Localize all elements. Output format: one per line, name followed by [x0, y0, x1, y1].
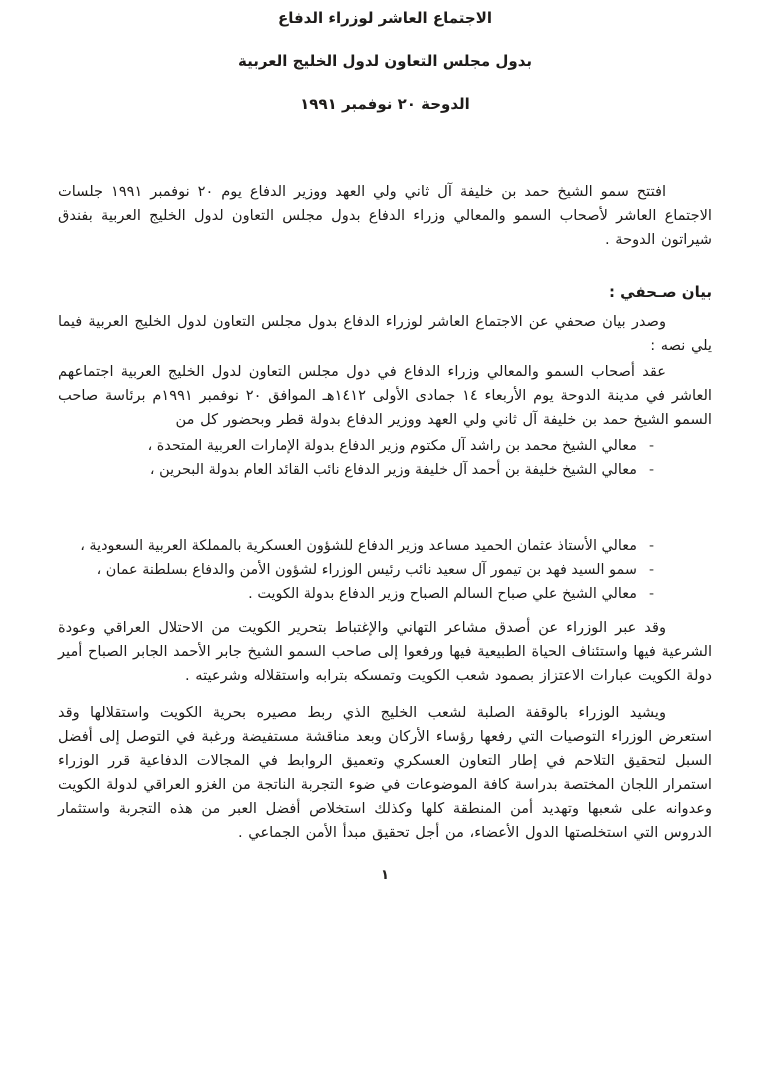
press-intro-paragraph: وصدر بيان صحفي عن الاجتماع العاشر لوزراء الدفاع بدول مجلس التعاون لدول الخليج العربية فيما يلي نصه :	[58, 313, 712, 354]
attendee-saudi-arabia: معالي الأستاذ عثمان الحميد مساعد وزير الدفاع للشؤون العسكرية بالمملكة العربية السعودية ،	[80, 538, 637, 554]
document-title-line-3: الدوحة ٢٠ نوفمبر ١٩٩١	[300, 95, 470, 113]
dash-bullet-icon: -	[648, 586, 654, 602]
list-item	[58, 458, 712, 482]
list-item	[58, 534, 712, 558]
opening-paragraph: افتتح سمو الشيخ حمد بن خليفة آل ثاني ولي العهد ووزير الدفاع يوم ٢٠ نوفمبر ١٩٩١ جلسات الاجتماع العاشر لأصحاب السمو والمعالي وزراء الدفاع بدول مجلس التعاون لدول الخليج العربية بفندق شيراتون الدوحة .	[58, 183, 712, 248]
congratulations-paragraph: وقد عبر الوزراء عن أصدق مشاعر التهاني والإغتباط بتحرير الكويت من الاحتلال العراقي وعودة الشرعية فيها واستئناف الحياة الطبيعية فيها ورفعوا إلى صاحب السمو الشيخ جابر الأحمد الجابر الصباح أمير دولة الكويت عبارات الاعتزاز بصمود شعب الكويت وتمسكه بترابه واستقلاله وشرعيته .	[58, 619, 712, 684]
list-item	[58, 434, 712, 458]
decisions-paragraph: ويشيد الوزراء بالوقفة الصلبة لشعب الخليج الذي ربط مصيره بحرية الكويت واستقلالها وقد استعرض الوزراء التوصيات التي رفعها رؤساء الأركان وبعد مناقشة مستفيضة ورغبة في التوصل إلى أفضل السبل لتحقيق التلاحم في إطار التعاون العسكري وتعميق الروابط في المجالات الدفاعية قرر الوزراء استمرار اللجان المختصة بدراسة كافة الموضوعات في ضوء التجربة الناتجة من الغزو العراقي لدولة الكويت وعدوانه على شعبها وتهديد أمن المنطقة كلها وكذلك استخلاص أفضل العبر من هذه التجربة واستثمار الدروس التي استخلصتها الدول الأعضاء، من أجل تحقيق مبدأ الأمن الجماعي .	[58, 704, 712, 841]
press-statement-heading: بيان صـحفي :	[608, 283, 712, 301]
dash-bullet-icon: -	[648, 538, 654, 554]
attendee-uae: معالي الشيخ محمد بن راشد آل مكتوم وزير الدفاع بدولة الإمارات العربية المتحدة ،	[147, 438, 637, 454]
document-title-line-2: بدول مجلس التعاون لدول الخليج العربية	[238, 52, 532, 70]
meeting-paragraph: عقد أصحاب السمو والمعالي وزراء الدفاع في دول مجلس التعاون لدول الخليج العربية اجتماعهم العاشر في مدينة الدوحة يوم الأربعاء ١٤ جمادى الأولى ١٤١٢هـ الموافق ٢٠ نوفمبر ١٩٩١م برئاسة صاحب السمو الشيخ حمد بن خليفة آل ثاني ولي العهد ووزير الدفاع بدولة قطر وبحضور كل من	[58, 363, 712, 428]
page-number: ١	[380, 867, 390, 883]
list-item	[58, 582, 712, 606]
scan-gap-divider	[58, 482, 712, 532]
attendee-bahrain: معالي الشيخ خليفة بن أحمد آل خليفة وزير الدفاع نائب القائد العام بدولة البحرين ،	[149, 462, 637, 478]
attendee-kuwait: معالي الشيخ علي صباح السالم الصباح وزير الدفاع بدولة الكويت .	[248, 586, 637, 602]
dash-bullet-icon: -	[648, 462, 654, 478]
attendees-list-group-1	[58, 434, 712, 482]
dash-bullet-icon: -	[648, 562, 654, 578]
document-title-line-1: الاجتماع العاشر لوزراء الدفاع	[277, 9, 493, 27]
attendees-list-group-2	[58, 534, 712, 606]
attendee-oman: سمو السيد فهد بن تيمور آل سعيد نائب رئيس الوزراء لشؤون الأمن والدفاع بسلطنة عمان ،	[96, 562, 637, 578]
dash-bullet-icon: -	[648, 438, 654, 454]
list-item	[58, 558, 712, 582]
